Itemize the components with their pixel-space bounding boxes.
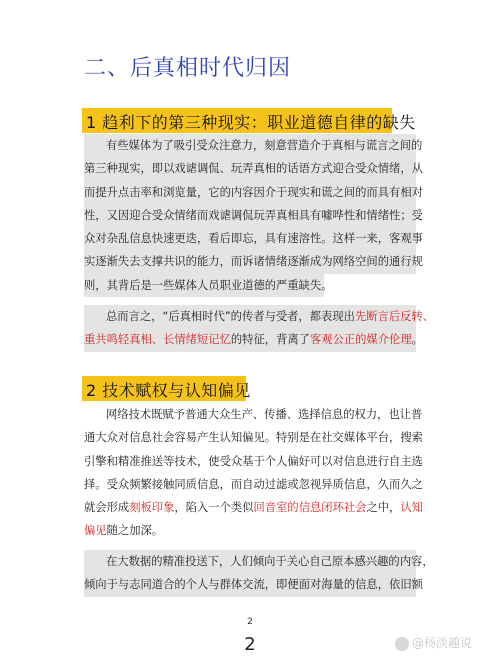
p1-line-5: 众对杂乱信息快速更迭，看后即忘，具有速溶性。这样一来，客观事: [84, 227, 416, 250]
p1-line-4: 性，又因迎合受众情绪而戏谑调侃玩弄真相具有噱哗性和情绪性；受: [84, 204, 416, 227]
paragraph-4: [84, 550, 434, 597]
p3-highlight-echo-chamber: 回音室的信息闭环社会: [253, 501, 367, 515]
p1-line-3: 而提升点击率和浏览量，它的内容因介于现实和谎之间的而具有相对: [84, 181, 416, 204]
p4-line-1: 在大数据的精准投送下，人们倾向于关心自己原本感兴趣的内容，: [84, 550, 416, 573]
watermark: [395, 634, 472, 651]
page-number: 2: [244, 634, 256, 655]
p2-highlight-2: 重共鸣轻真相、长情绪短记忆: [84, 333, 231, 347]
p3-highlight-cognition: 认知: [400, 501, 423, 515]
p3-line-2: 通大众对信息社会容易产生认知偏见。特别是在社交媒体平台，搜索: [84, 431, 423, 445]
p3-highlight-stereotype: 刻板印象: [129, 501, 175, 515]
p3-text-6b: 随之加深。: [106, 524, 164, 538]
p1-line-7: 则，其背后是一些媒体人员职业道德的严重缺失。: [84, 274, 324, 297]
p3-line-5: [84, 496, 423, 519]
p2-line-2: [84, 328, 423, 351]
p3-line-1: 网络技术既赋予普通大众生产、传播、选择信息的权力，也让普: [106, 408, 423, 421]
p2-text-3: 。: [411, 333, 423, 347]
p1-line-2: 第三种现实，即以戏谑调侃、玩弄真相的话语方式迎合受众情绪，从: [84, 157, 416, 180]
section-title: 二、后真相时代归因: [84, 56, 292, 81]
p3-text-5a: 就会形成: [84, 501, 130, 515]
paragraph-1: [84, 134, 423, 297]
page-number-small: 2: [247, 617, 253, 627]
watermark-logo-icon: [395, 637, 409, 651]
p2-line-1: [84, 305, 435, 328]
p2-text-1: 总而言之，“后真相时代”的传者与受者，都表现出: [106, 310, 355, 323]
heading-2: 2 技术赋权与认知偏见: [86, 381, 251, 400]
p2-highlight-3: 客观公正的媒介伦理: [309, 333, 412, 347]
p2-text-2: 的特征，背离了: [230, 333, 310, 347]
p3-line-4: 择。受众频繁接触同质信息，而自动过滤或忽视异质信息，久而久之: [84, 477, 423, 491]
p3-highlight-bias: 偏见: [84, 524, 107, 538]
paragraph-3: [84, 403, 423, 543]
p3-text-5c: ，陷入一个类似: [174, 501, 254, 515]
p1-line-6: 实逐渐失去支撑共识的能力，而诉诸情绪逐渐成为网络空间的通行规: [84, 250, 416, 273]
p3-line-6: [84, 519, 416, 542]
p3-text-5e: 之中，: [366, 501, 401, 515]
watermark-text: @杨淡趣说: [412, 636, 473, 650]
p3-line-3: 引擎和精准推送等技术，使受众基于个人偏好可以对信息进行自主选: [84, 454, 423, 468]
p1-line-1: 有些媒体为了吸引受众注意力，刻意营造介于真相与谎言之间的: [84, 134, 416, 157]
p4-line-2: 倾向于与志同道合的个人与群体交流，即便面对海量的信息，依旧额: [84, 573, 416, 596]
heading-1: 1 趋利下的第三种现实：职业道德自律的缺失: [86, 113, 416, 132]
p2-highlight-1: 先断言后反转、: [354, 310, 435, 323]
paragraph-2: [84, 305, 435, 352]
